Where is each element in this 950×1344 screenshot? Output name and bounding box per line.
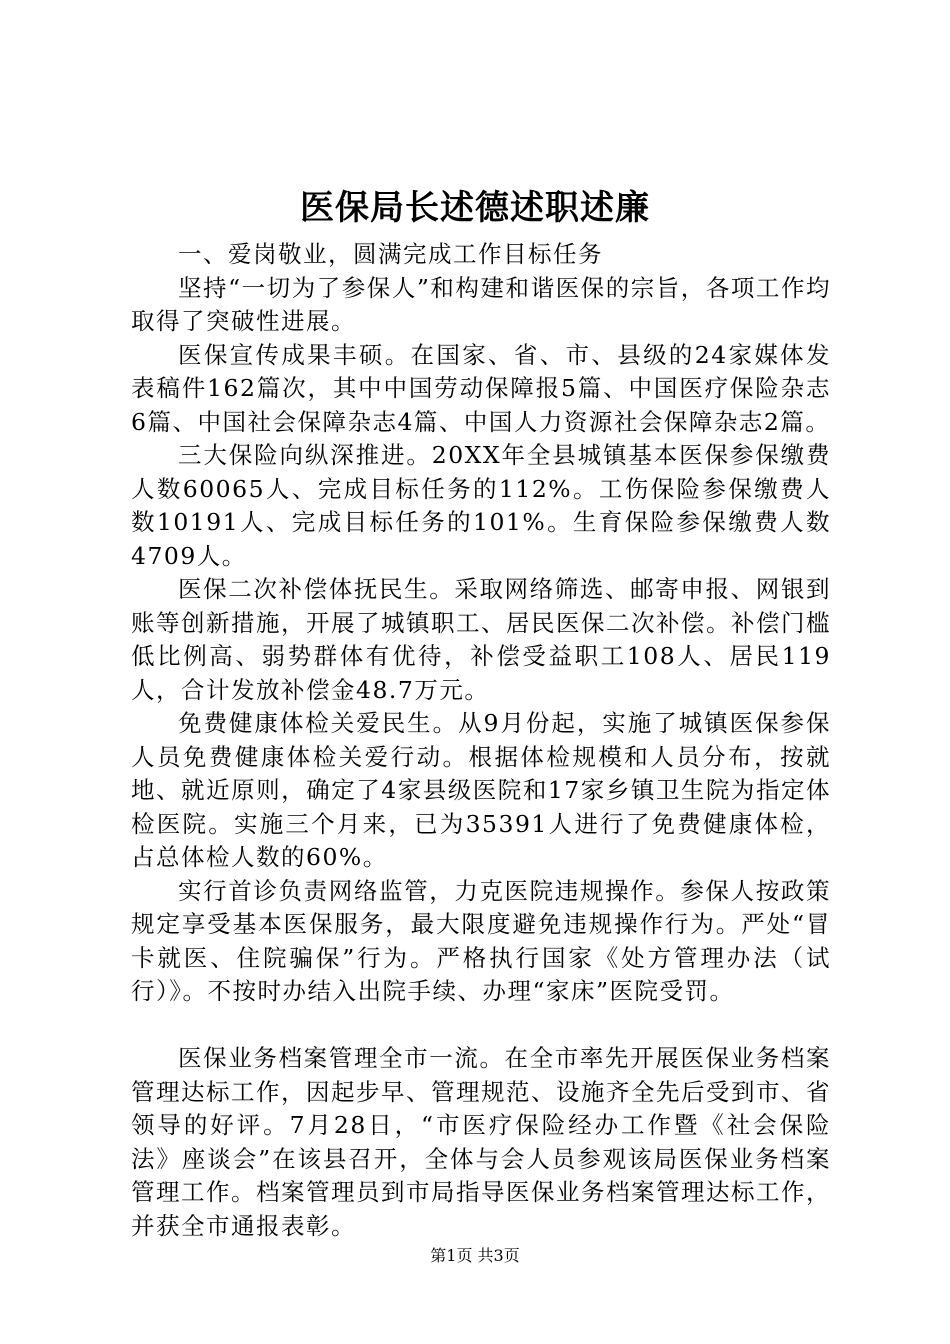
- document-title: 医保局长述德述职述廉: [300, 188, 650, 228]
- paragraph-archives: 医保业务档案管理全市一流。在全市率先开展医保业务档案管理达标工作，因起步早、管理规范、设施齐全先后受到市、省领导的好评。7月28日，“市医疗保险经办工作暨《社会保险法》座谈会”在该县召开，全体与会人员参观该局医保业务档案管理工作。档案管理员到市局指导医保业务档案管理达标工作，并获全市通报表彰。: [131, 1044, 831, 1240]
- paragraph-spacer: [131, 1009, 831, 1043]
- paragraph-publicity: 医保宣传成果丰硕。在国家、省、市、县级的24家媒体发表稿件162篇次，其中中国劳动保障报5篇、中国医疗保险杂志6篇、中国社会保障杂志4篇、中国人力资源社会保障杂志2篇。: [131, 340, 831, 436]
- paragraph-purpose: 坚持“一切为了参保人”和构建和谐医保的宗旨，各项工作均取得了突破性进展。: [131, 273, 831, 335]
- page-footer: 第1页 共3页: [430, 1246, 520, 1265]
- section-heading: 一、爱岗敬业，圆满完成工作目标任务: [178, 240, 603, 268]
- paragraph-insurance: 三大保险向纵深推进。20XX年全县城镇基本医保参保缴费人数60065人、完成目标任务的112%。工伤保险参保缴费人数10191人、完成目标任务的101%。生育保险参保缴费人数4709人。: [131, 441, 831, 570]
- paragraph-compensation: 医保二次补偿体抚民生。采取网络筛选、邮寄申报、网银到账等创新措施，开展了城镇职工、居民医保二次补偿。补偿门槛低比例高、弱势群体有优待，补偿受益职工108人、居民119人，合计发放补偿金48.7万元。: [131, 575, 831, 704]
- paragraph-health-check: 免费健康体检关爱民生。从9月份起，实施了城镇医保参保人员免费健康体检关爱行动。根据体检规模和人员分布，按就地、就近原则，确定了4家县级医院和17家乡镇卫生院为指定体检医院。实施三个月来，已为35391人进行了免费健康体检，占总体检人数的60%。: [131, 709, 831, 871]
- paragraph-supervision: 实行首诊负责网络监管，力克医院违规操作。参保人按政策规定享受基本医保服务，最大限度避免违规操作行为。严处“冒卡就医、住院骗保”行为。严格执行国家《处方管理办法（试行）》。不按时办结入出院手续、办理“家床”医院受罚。: [131, 876, 831, 1005]
- document-body: [131, 238, 831, 1243]
